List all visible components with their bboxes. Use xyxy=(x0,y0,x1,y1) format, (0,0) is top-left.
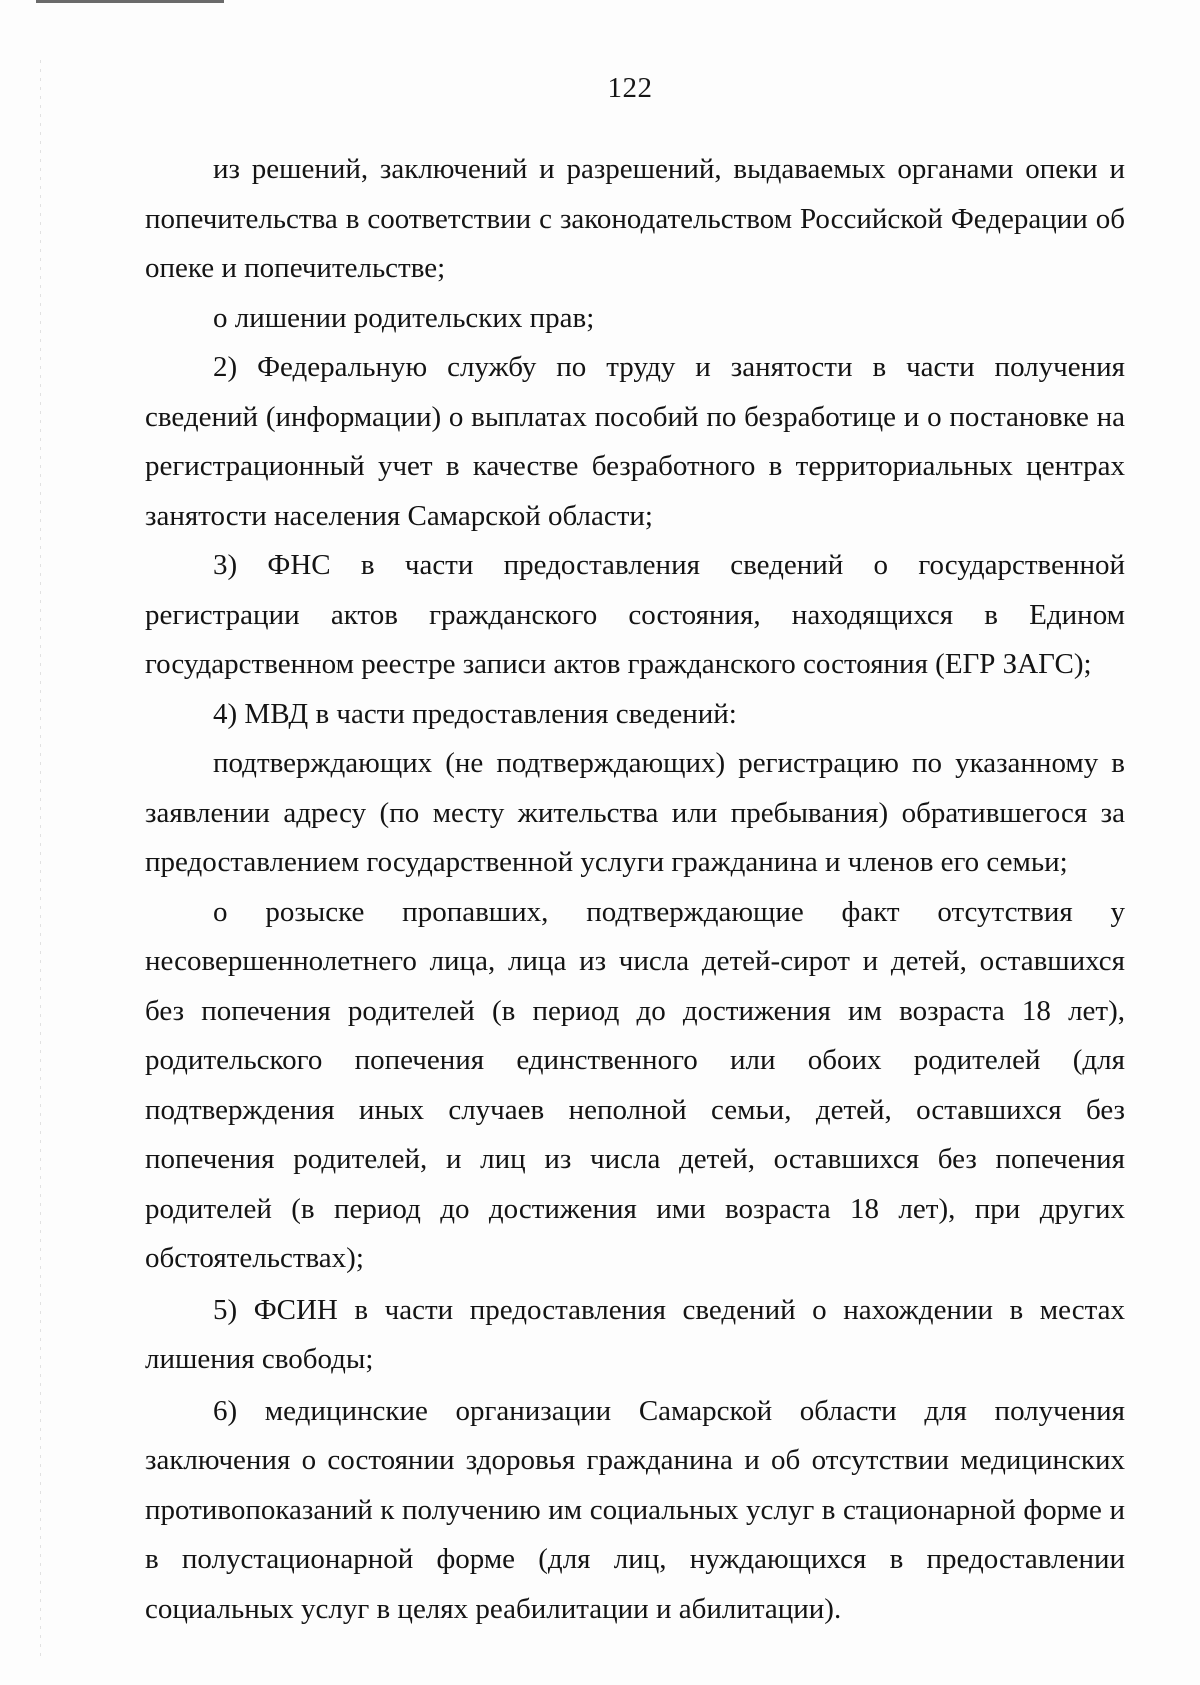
paragraph-5: 4) МВД в части предоставления сведений: xyxy=(213,697,737,730)
document-body xyxy=(145,145,1125,1634)
paragraph-7: о розыске пропавших, подтверждающие факт отсутствия у несовершеннолетнего лица, лица из числа детей-сирот и детей, оставшихся без попечения родителей (в период до достижения им возраста 18 лет), родительского попечения единственного или обоих родителей (для подтверждения иных случаев неполной семьи, детей, оставшихся без попечения родителей, и лиц из числа детей, оставшихся без попечения родителей (в период до достижения ими возраста 18 лет), при других обстоятельствах); xyxy=(145,895,1125,1274)
paragraph-2: о лишении родительских прав; xyxy=(213,301,595,334)
paragraph-6: подтверждающих (не подтверждающих) регистрацию по указанному в заявлении адресу (по месту жительства или пребывания) обратившегося за предоставлением государственной услуги гражданина и членов его семьи; xyxy=(145,747,1125,878)
paragraph-1: из решений, заключений и разрешений, выдаваемых органами опеки и попечительства в соответствии с законодательством Российской Федерации об опеке и попечительстве; xyxy=(145,153,1125,284)
paragraph-4: 3) ФНС в части предоставления сведений о государственной регистрации актов гражданского состояния, находящихся в Едином государственном реестре записи актов гражданского состояния (ЕГР ЗАГС); xyxy=(145,549,1125,680)
paragraph-3: 2) Федеральную службу по труду и занятости в части получения сведений (информации) о выплатах пособий по безработице и о постановке на регистрационный учет в качестве безработного в территориальных центрах занятости населения Самарской области; xyxy=(145,351,1125,532)
page-number: 122 xyxy=(607,72,653,104)
paragraph-8: 5) ФСИН в части предоставления сведений о нахождении в местах лишения свободы; xyxy=(145,1293,1125,1375)
paragraph-9: 6) медицинские организации Самарской области для получения заключения о состоянии здоровья гражданина и об отсутствии медицинских противопоказаний к получению им социальных услуг в стационарной форме и в полустационарной форме (для лиц, нуждающихся в предоставлении социальных услуг в целях реабилитации и абилитации). xyxy=(145,1394,1125,1625)
top-rule-mark xyxy=(36,0,224,3)
scan-edge-mark xyxy=(40,60,41,1660)
